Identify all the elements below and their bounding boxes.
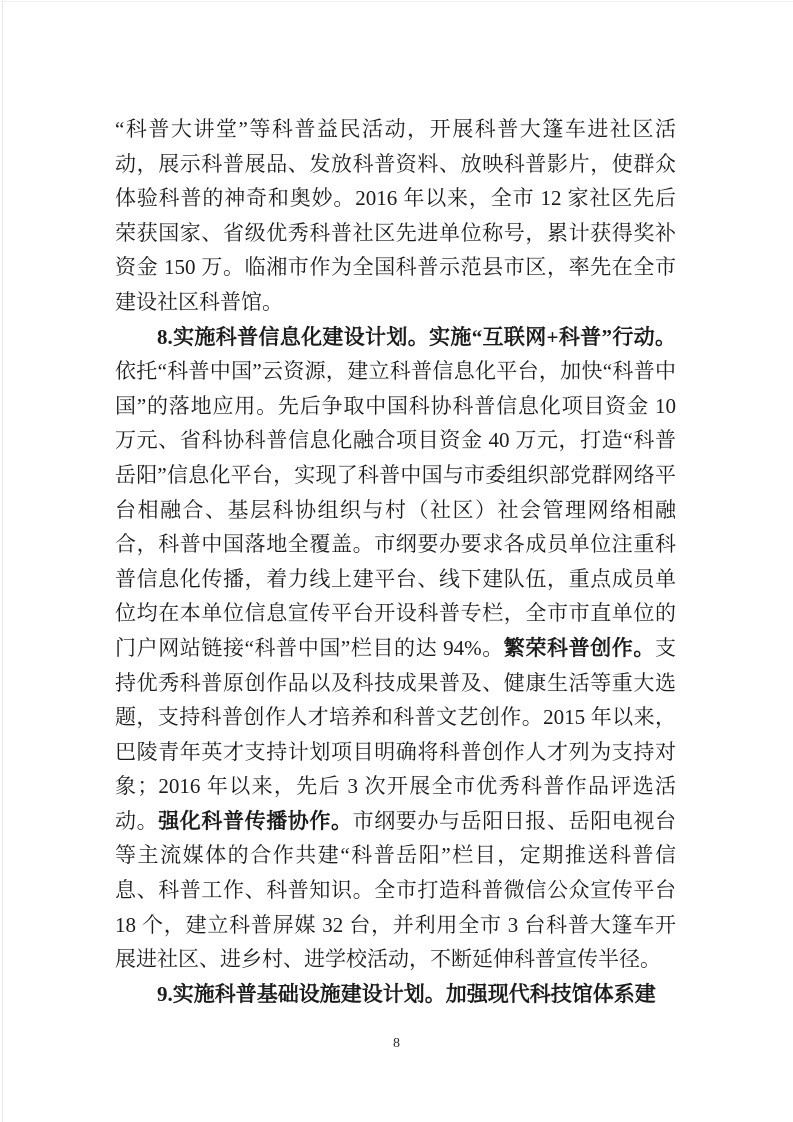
bold-text-run: 强化科普传播协作。 bbox=[158, 808, 353, 833]
scan-edge-line bbox=[2, 0, 3, 1122]
text-run: “科普大讲堂”等科普益民活动，开展科普大篷车进社区活动，展示科普展品、发放科普资料、放映科普影片，使群众体验科普的神奇和奥妙。2016 年以来，全市 12 家社区先后荣获国家、省级优秀科普社区先进单位称号，累计获得奖补资金 150 万。临湘市作为全国科普示范县市区，率先在全市建设社区科普馆。 bbox=[115, 117, 676, 314]
bold-text-run: 8.实施科普信息化建设计划。实施“互联网+科普”行动。 bbox=[157, 324, 676, 349]
bold-text-run: 9.实施科普基础设施建设计划。加强现代科技馆体系建 bbox=[157, 981, 656, 1006]
bold-text-run: 繁荣科普创作。 bbox=[503, 635, 655, 660]
text-run: 市纲要办与岳阳日报、岳阳电视台等主流媒体的合作共建“科普岳阳”栏目，定期推送科普信息、科普工作、科普知识。全市打造科普微信公众宣传平台 18 个，建立科普屏媒 32 台，并利用全市 3 台科普大篷车开展进社区、进乡村、进学校活动，不断延伸科普宣传半径。 bbox=[115, 808, 677, 972]
paragraph bbox=[115, 112, 676, 320]
scan-edge-line-top bbox=[0, 1, 793, 2]
paragraph bbox=[115, 977, 676, 1012]
text-run: 支持优秀科普原创作品以及科技成果普及、健康生活等重大选题，支持科普创作人才培养和科普文艺创作。2015 年以来，巴陵青年英才支持计划项目明确将科普创作人才列为支持对象；2016 年以来，先后 3 次开展全市优秀科普作品评选活动。 bbox=[115, 635, 676, 833]
paragraph bbox=[115, 320, 676, 977]
page-number: 8 bbox=[393, 1036, 400, 1051]
text-run: 依托“科普中国”云资源，建立科普信息化平台，加快“科普中国”的落地应用。先后争取中国科协科普信息化项目资金 10 万元、省科协科普信息化融合项目资金 40 万元，打造“科普岳阳”信息化平台，实现了科普中国与市委组织部党群网络平台相融合、基层科协组织与村（社区）社会管理网络相融合，科普中国落地全覆盖。市纲要办要求各成员单位注重科普信息化传播，着力线上建平台、线下建队伍，重点成员单位均在本单位信息宣传平台开设科普专栏，全市市直单位的门户网站链接“科普中国”栏目的达 94%。 bbox=[115, 359, 676, 660]
document-body bbox=[115, 112, 676, 1011]
